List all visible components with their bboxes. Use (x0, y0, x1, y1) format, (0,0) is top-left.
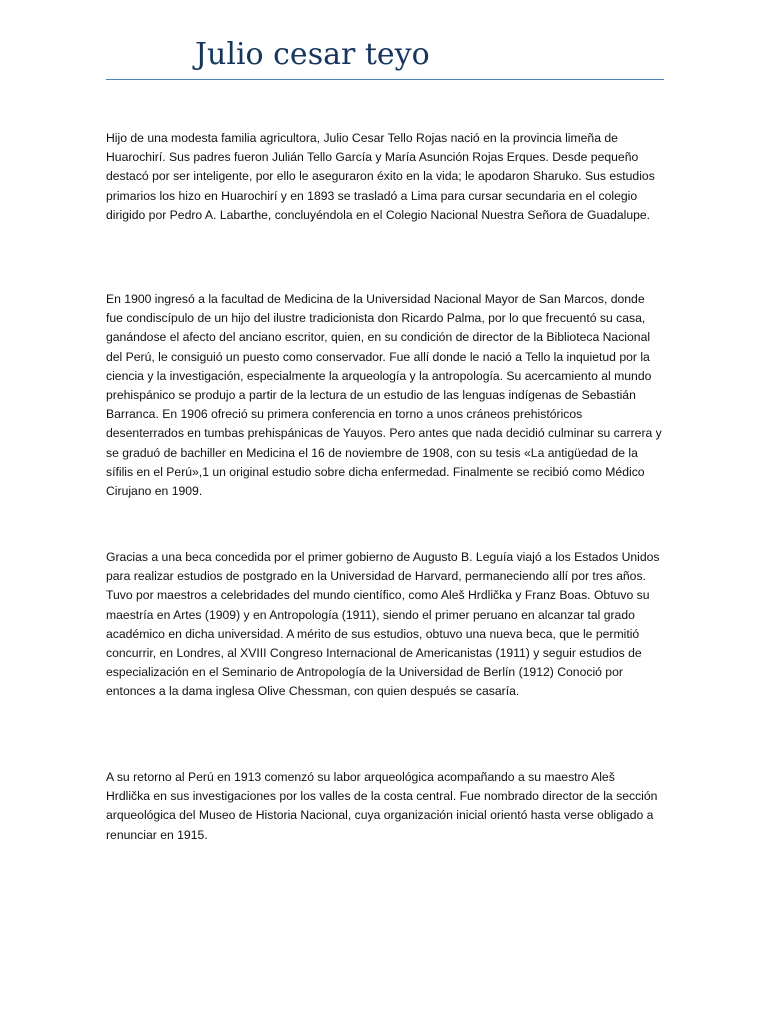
paragraph-harvard-studies: Gracias a una beca concedida por el primer gobierno de Augusto B. Leguía viajó a los Estados Unidos para realizar estudios de postgrado en la Universidad de Harvard, permaneciendo allí por tres años. Tuvo por maestros a celebridades del mundo científico, como Aleš Hrdlička y Franz Boas. Obtuvo su maestría en Artes (1909) y en Antropología (1911), siendo el primer peruano en alcanzar tal grado académico en dicha universidad. A mérito de sus estudios, obtuvo una nueva beca, que le permitió concurrir, en Londres, al XVIII Congreso Internacional de Americanistas (1911) y seguir estudios de especialización en el Seminario de Antropología de la Universidad de Berlín (1912) Conoció por entonces a la dama inglesa Olive Chessman, con quien después se casaría. (106, 550, 660, 699)
paragraph-medicine-studies: En 1900 ingresó a la facultad de Medicina de la Universidad Nacional Mayor de San Marcos, donde fue condiscípulo de un hijo del ilustre tradicionista don Ricardo Palma, por lo que frecuentó su casa, ganándose el afecto del anciano escritor, quien, en su condición de director de la Biblioteca Nacional del Perú, le consiguió un puesto como conservador. Fue allí donde le nació a Tello la inquietud por la ciencia y la investigación, especialmente la arqueología y la antropología. Su acercamiento al mundo prehispánico se produjo a partir de la lectura de un estudio de las lenguas indígenas de Sebastián Barranca. En 1906 ofreció su primera conferencia en torno a unos cráneos prehistóricos desenterrados en tumbas prehispánicas de Yauyos. Pero antes que nada decidió culminar su carrera y se graduó de bachiller en Medicina el 16 de noviembre de 1908, con su tesis «La antigüedad de la sífilis en el Perú»,1 un original estudio sobre dicha enfermedad. Finalmente se recibió como Médico Cirujano en 1909. (106, 292, 662, 499)
title-underline (106, 79, 664, 80)
document-title: Julio cesar teyo (195, 37, 430, 72)
paragraph-early-life: Hijo de una modesta familia agricultora, Julio Cesar Tello Rojas nació en la provincia limeña de Huarochirí. Sus padres fueron Julián Tello García y María Asunción Rojas Erques. Desde pequeño destacó por ser inteligente, por ello le aseguraron éxito en la vida; le apodaron Sharuko. Sus estudios primarios los hizo en Huarochirí y en 1893 se trasladó a Lima para cursar secundaria en el colegio dirigido por Pedro A. Labarthe, concluyéndola en el Colegio Nacional Nuestra Señora de Guadalupe. (106, 131, 655, 222)
paragraph-return-to-peru: A su retorno al Perú en 1913 comenzó su labor arqueológica acompañando a su maestro Aleš Hrdlička en sus investigaciones por los valles de la costa central. Fue nombrado director de la sección arqueológica del Museo de Historia Nacional, cuya organización inicial orientó hasta verse obligado a renunciar en 1915. (106, 770, 658, 842)
